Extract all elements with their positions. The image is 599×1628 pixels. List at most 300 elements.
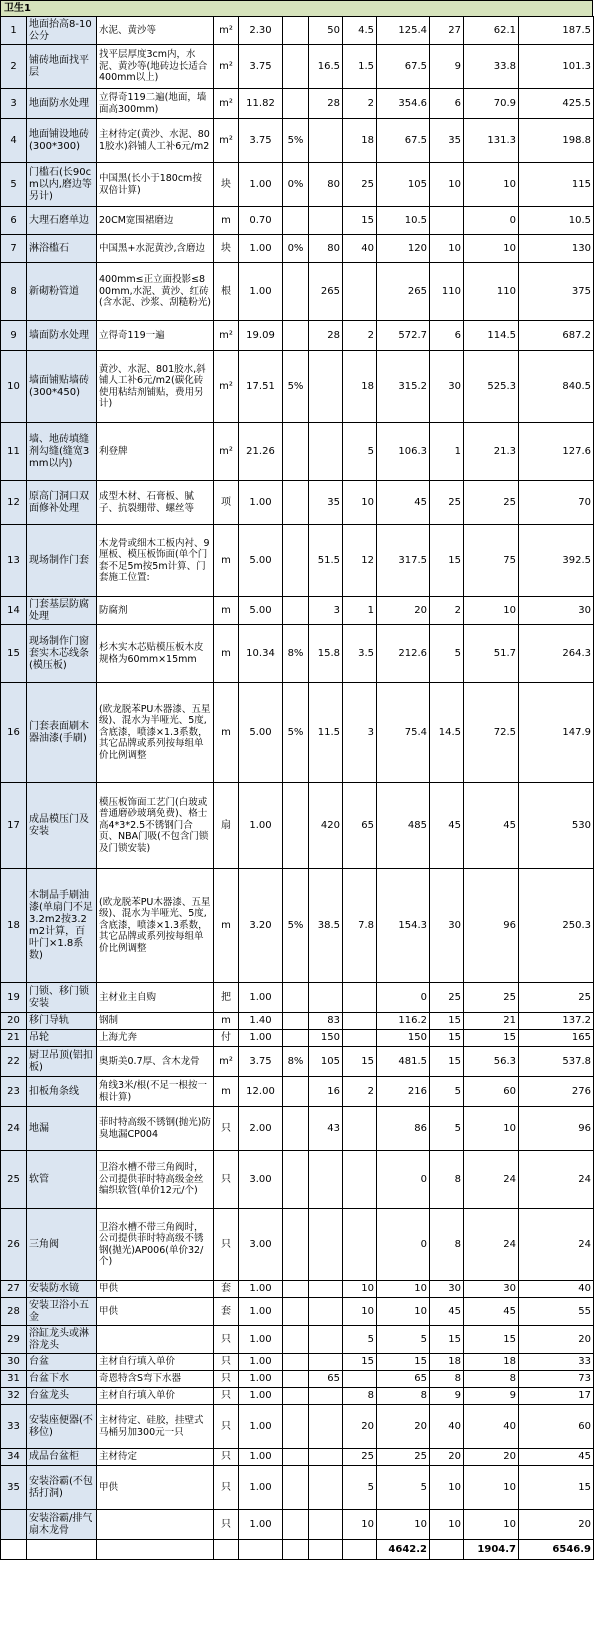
unit-cell[interactable]: 项 [214, 481, 239, 525]
item-name-cell[interactable]: 浴缸龙头或淋浴龙头 [27, 1326, 97, 1354]
material-price-cell[interactable] [309, 1209, 343, 1281]
row-number-cell[interactable]: 5 [1, 163, 27, 207]
material-price-cell[interactable] [309, 1298, 343, 1326]
labor-total-cell[interactable]: 33.8 [464, 45, 519, 89]
material-total-cell[interactable]: 20 [377, 597, 430, 625]
row-total-cell[interactable]: 115 [519, 163, 594, 207]
material-price-cell[interactable]: 16.5 [309, 45, 343, 89]
labor-price-cell[interactable]: 15 [343, 1047, 377, 1077]
blank-cell[interactable] [309, 1540, 343, 1560]
material-total-cell[interactable]: 5 [377, 1326, 430, 1354]
row-number-cell[interactable]: 16 [1, 683, 27, 783]
material-spec-cell[interactable]: 杉木实木芯贴模压板木皮规格为60mm×15mm [97, 625, 214, 683]
labor-price-cell[interactable]: 1 [343, 597, 377, 625]
labor-price-cell[interactable]: 10 [343, 1510, 377, 1540]
row-number-cell[interactable]: 15 [1, 625, 27, 683]
unit-cell[interactable]: m² [214, 17, 239, 45]
loss-rate-cell[interactable] [283, 263, 309, 321]
unit-cell[interactable]: m [214, 683, 239, 783]
item-name-cell[interactable]: 移门导轨 [27, 1013, 97, 1030]
loss-rate-cell[interactable] [283, 1151, 309, 1209]
loss-rate-cell[interactable]: 5% [283, 869, 309, 983]
row-number-cell[interactable]: 12 [1, 481, 27, 525]
row-number-cell[interactable]: 14 [1, 597, 27, 625]
unit-cell[interactable]: m² [214, 1047, 239, 1077]
labor-unit-cell[interactable]: 9 [430, 45, 464, 89]
row-number-cell[interactable]: 33 [1, 1405, 27, 1449]
labor-total-cell[interactable]: 96 [464, 869, 519, 983]
quantity-cell[interactable]: 5.00 [239, 597, 283, 625]
material-price-cell[interactable] [309, 1388, 343, 1405]
labor-unit-cell[interactable]: 9 [430, 1388, 464, 1405]
row-number-cell[interactable]: 21 [1, 1030, 27, 1047]
material-spec-cell[interactable]: 主材自行填入单价 [97, 1354, 214, 1371]
row-total-cell[interactable]: 687.2 [519, 321, 594, 351]
labor-total-cell[interactable]: 60 [464, 1077, 519, 1107]
labor-total-cell[interactable]: 0 [464, 207, 519, 235]
row-total-cell[interactable]: 10.5 [519, 207, 594, 235]
loss-rate-cell[interactable] [283, 89, 309, 119]
row-total-cell[interactable]: 375 [519, 263, 594, 321]
row-number-cell[interactable]: 8 [1, 263, 27, 321]
quantity-cell[interactable]: 1.00 [239, 1388, 283, 1405]
material-total-cell[interactable]: 20 [377, 1405, 430, 1449]
row-number-cell[interactable]: 25 [1, 1151, 27, 1209]
item-name-cell[interactable]: 安装浴霸/排气扇木龙骨 [27, 1510, 97, 1540]
loss-rate-cell[interactable]: 5% [283, 683, 309, 783]
row-total-cell[interactable]: 127.6 [519, 423, 594, 481]
material-total-cell[interactable]: 0 [377, 983, 430, 1013]
loss-rate-cell[interactable] [283, 321, 309, 351]
labor-total-cell[interactable]: 24 [464, 1209, 519, 1281]
material-spec-cell[interactable]: 模压板饰面工艺门(白玻或普通磨砂玻璃免费)、格士高4*3*2.5不锈钢门合页、NBA门吸(不包含门锁及门锁安装) [97, 783, 214, 869]
material-total-cell[interactable]: 10 [377, 1281, 430, 1298]
quantity-cell[interactable]: 3.00 [239, 1151, 283, 1209]
labor-unit-cell[interactable] [430, 207, 464, 235]
labor-total-cell[interactable]: 20 [464, 1449, 519, 1466]
material-spec-cell[interactable]: 主材自行填入单价 [97, 1388, 214, 1405]
row-total-cell[interactable]: 25 [519, 983, 594, 1013]
labor-unit-cell[interactable]: 110 [430, 263, 464, 321]
blank-cell[interactable] [27, 1540, 97, 1560]
row-number-cell[interactable]: 30 [1, 1354, 27, 1371]
labor-unit-cell[interactable]: 10 [430, 1510, 464, 1540]
material-price-cell[interactable]: 16 [309, 1077, 343, 1107]
labor-unit-cell[interactable]: 15 [430, 1326, 464, 1354]
material-spec-cell[interactable] [97, 1510, 214, 1540]
material-spec-cell[interactable]: 主材业主自购 [97, 983, 214, 1013]
material-price-cell[interactable]: 265 [309, 263, 343, 321]
loss-rate-cell[interactable] [283, 1388, 309, 1405]
labor-total-cell[interactable]: 70.9 [464, 89, 519, 119]
material-spec-cell[interactable]: (欧龙脱苯PU木器漆、五星级)、混水为半哑光、5度,含底漆，喷漆×1.3系数，其它品牌或系列按每组单价比例调整 [97, 683, 214, 783]
material-total-cell[interactable]: 0 [377, 1151, 430, 1209]
material-total-cell[interactable]: 317.5 [377, 525, 430, 597]
unit-cell[interactable]: m [214, 597, 239, 625]
row-total-cell[interactable]: 392.5 [519, 525, 594, 597]
row-total-cell[interactable]: 17 [519, 1388, 594, 1405]
labor-price-cell[interactable]: 2 [343, 89, 377, 119]
quantity-cell[interactable]: 3.75 [239, 119, 283, 163]
labor-price-cell[interactable] [343, 263, 377, 321]
loss-rate-cell[interactable]: 5% [283, 351, 309, 423]
loss-rate-cell[interactable] [283, 17, 309, 45]
blank-cell[interactable] [430, 1540, 464, 1560]
item-name-cell[interactable]: 墙面防水处理 [27, 321, 97, 351]
item-name-cell[interactable]: 墙、地砖填缝剂勾缝(缝宽3mm以内) [27, 423, 97, 481]
labor-price-cell[interactable] [343, 1107, 377, 1151]
row-total-cell[interactable]: 147.9 [519, 683, 594, 783]
material-price-cell[interactable]: 15.8 [309, 625, 343, 683]
row-total-cell[interactable]: 15 [519, 1466, 594, 1510]
row-number-cell[interactable]: 2 [1, 45, 27, 89]
material-spec-cell[interactable]: 400mm≤正立面投影≤800mm,水泥、黄沙、红砖(含水泥、沙浆、刮糙粉光) [97, 263, 214, 321]
material-spec-cell[interactable]: (欧龙脱苯PU木器漆、五星级)、混水为半哑光、5度,含底漆，喷漆×1.3系数，其它品牌或系列按每组单价比例调整 [97, 869, 214, 983]
blank-cell[interactable] [214, 1540, 239, 1560]
row-number-cell[interactable]: 7 [1, 235, 27, 263]
quantity-cell[interactable]: 11.82 [239, 89, 283, 119]
material-total-cell[interactable]: 154.3 [377, 869, 430, 983]
quantity-cell[interactable]: 1.00 [239, 1405, 283, 1449]
row-number-cell[interactable]: 29 [1, 1326, 27, 1354]
unit-cell[interactable]: m² [214, 89, 239, 119]
loss-rate-cell[interactable] [283, 1209, 309, 1281]
loss-rate-cell[interactable] [283, 1449, 309, 1466]
quantity-cell[interactable]: 1.00 [239, 1510, 283, 1540]
material-spec-cell[interactable]: 20CM宽围裙磨边 [97, 207, 214, 235]
item-name-cell[interactable]: 台盆 [27, 1354, 97, 1371]
loss-rate-cell[interactable]: 8% [283, 625, 309, 683]
loss-rate-cell[interactable]: 0% [283, 235, 309, 263]
material-price-cell[interactable]: 420 [309, 783, 343, 869]
item-name-cell[interactable]: 安装防水镜 [27, 1281, 97, 1298]
labor-price-cell[interactable]: 5 [343, 423, 377, 481]
labor-price-cell[interactable]: 3.5 [343, 625, 377, 683]
loss-rate-cell[interactable] [283, 1405, 309, 1449]
quantity-cell[interactable]: 2.00 [239, 1107, 283, 1151]
unit-cell[interactable]: 只 [214, 1371, 239, 1388]
material-price-cell[interactable]: 11.5 [309, 683, 343, 783]
material-spec-cell[interactable]: 水泥、黄沙等 [97, 17, 214, 45]
unit-cell[interactable]: m [214, 625, 239, 683]
unit-cell[interactable]: m² [214, 423, 239, 481]
row-total-cell[interactable]: 530 [519, 783, 594, 869]
loss-rate-cell[interactable] [283, 983, 309, 1013]
unit-cell[interactable]: 块 [214, 235, 239, 263]
labor-price-cell[interactable]: 10 [343, 1298, 377, 1326]
labor-price-cell[interactable]: 7.8 [343, 869, 377, 983]
labor-price-cell[interactable]: 4.5 [343, 17, 377, 45]
labor-total-total[interactable]: 1904.7 [464, 1540, 519, 1560]
quantity-cell[interactable]: 0.70 [239, 207, 283, 235]
material-price-cell[interactable] [309, 119, 343, 163]
labor-price-cell[interactable]: 18 [343, 119, 377, 163]
labor-unit-cell[interactable]: 35 [430, 119, 464, 163]
material-price-cell[interactable]: 51.5 [309, 525, 343, 597]
item-name-cell[interactable]: 软管 [27, 1151, 97, 1209]
loss-rate-cell[interactable] [283, 525, 309, 597]
labor-price-cell[interactable]: 1.5 [343, 45, 377, 89]
row-number-cell[interactable]: 24 [1, 1107, 27, 1151]
material-spec-cell[interactable]: 防腐剂 [97, 597, 214, 625]
material-total-cell[interactable]: 216 [377, 1077, 430, 1107]
item-name-cell[interactable]: 台盆龙头 [27, 1388, 97, 1405]
row-total-cell[interactable]: 165 [519, 1030, 594, 1047]
material-total-cell[interactable]: 75.4 [377, 683, 430, 783]
material-price-cell[interactable]: 28 [309, 89, 343, 119]
labor-unit-cell[interactable]: 20 [430, 1449, 464, 1466]
material-price-cell[interactable]: 80 [309, 163, 343, 207]
labor-price-cell[interactable]: 5 [343, 1326, 377, 1354]
labor-unit-cell[interactable]: 1 [430, 423, 464, 481]
material-total-cell[interactable]: 45 [377, 481, 430, 525]
quantity-cell[interactable]: 3.75 [239, 1047, 283, 1077]
row-number-cell[interactable]: 34 [1, 1449, 27, 1466]
labor-price-cell[interactable]: 3 [343, 683, 377, 783]
quantity-cell[interactable]: 3.75 [239, 45, 283, 89]
unit-cell[interactable]: 只 [214, 1388, 239, 1405]
material-total-cell[interactable]: 116.2 [377, 1013, 430, 1030]
material-price-cell[interactable] [309, 351, 343, 423]
material-spec-cell[interactable]: 奥斯美0.7厚、含木龙骨 [97, 1047, 214, 1077]
material-total-cell[interactable]: 106.3 [377, 423, 430, 481]
labor-price-cell[interactable] [343, 1030, 377, 1047]
row-total-cell[interactable]: 137.2 [519, 1013, 594, 1030]
item-name-cell[interactable]: 地面防水处理 [27, 89, 97, 119]
labor-total-cell[interactable]: 10 [464, 235, 519, 263]
labor-price-cell[interactable] [343, 1371, 377, 1388]
unit-cell[interactable]: 只 [214, 1326, 239, 1354]
row-total-cell[interactable]: 840.5 [519, 351, 594, 423]
labor-total-cell[interactable]: 9 [464, 1388, 519, 1405]
row-number-cell[interactable]: 9 [1, 321, 27, 351]
unit-cell[interactable]: 把 [214, 983, 239, 1013]
unit-cell[interactable]: 根 [214, 263, 239, 321]
unit-cell[interactable]: 只 [214, 1151, 239, 1209]
labor-total-cell[interactable]: 40 [464, 1405, 519, 1449]
row-number-cell[interactable] [1, 1510, 27, 1540]
loss-rate-cell[interactable] [283, 1298, 309, 1326]
unit-cell[interactable]: m² [214, 45, 239, 89]
unit-cell[interactable]: 只 [214, 1209, 239, 1281]
labor-total-cell[interactable]: 10 [464, 1466, 519, 1510]
row-number-cell[interactable]: 4 [1, 119, 27, 163]
labor-unit-cell[interactable]: 30 [430, 869, 464, 983]
material-spec-cell[interactable] [97, 1326, 214, 1354]
quantity-cell[interactable]: 19.09 [239, 321, 283, 351]
row-total-cell[interactable]: 20 [519, 1326, 594, 1354]
labor-unit-cell[interactable]: 45 [430, 1298, 464, 1326]
blank-cell[interactable] [1, 1540, 27, 1560]
quantity-cell[interactable]: 2.30 [239, 17, 283, 45]
material-spec-cell[interactable]: 奇恩特含S弯下水器 [97, 1371, 214, 1388]
labor-total-cell[interactable]: 10 [464, 1510, 519, 1540]
material-total-cell[interactable]: 481.5 [377, 1047, 430, 1077]
material-price-cell[interactable]: 28 [309, 321, 343, 351]
material-spec-cell[interactable]: 菲时特高级不锈钢(抛光)防臭地漏CP004 [97, 1107, 214, 1151]
labor-total-cell[interactable]: 10 [464, 1107, 519, 1151]
material-spec-cell[interactable]: 角线3米/根(不足一根按一根计算) [97, 1077, 214, 1107]
row-total-cell[interactable]: 276 [519, 1077, 594, 1107]
material-total-cell[interactable]: 10.5 [377, 207, 430, 235]
labor-unit-cell[interactable]: 10 [430, 1466, 464, 1510]
labor-price-cell[interactable] [343, 1209, 377, 1281]
loss-rate-cell[interactable] [283, 1077, 309, 1107]
labor-unit-cell[interactable]: 18 [430, 1354, 464, 1371]
item-name-cell[interactable]: 台盆下水 [27, 1371, 97, 1388]
quantity-cell[interactable]: 1.00 [239, 263, 283, 321]
row-number-cell[interactable]: 10 [1, 351, 27, 423]
quantity-cell[interactable]: 1.00 [239, 481, 283, 525]
material-price-cell[interactable]: 80 [309, 235, 343, 263]
quantity-cell[interactable]: 10.34 [239, 625, 283, 683]
row-total-cell[interactable]: 198.8 [519, 119, 594, 163]
item-name-cell[interactable]: 墙面铺贴墙砖(300*450) [27, 351, 97, 423]
row-number-cell[interactable]: 31 [1, 1371, 27, 1388]
quantity-cell[interactable]: 1.00 [239, 1326, 283, 1354]
labor-unit-cell[interactable]: 25 [430, 983, 464, 1013]
labor-unit-cell[interactable]: 40 [430, 1405, 464, 1449]
labor-total-cell[interactable]: 51.7 [464, 625, 519, 683]
unit-cell[interactable]: 套 [214, 1281, 239, 1298]
row-number-cell[interactable]: 35 [1, 1466, 27, 1510]
material-spec-cell[interactable]: 立得奇119二遍(地面，墙面高300mm) [97, 89, 214, 119]
material-price-cell[interactable]: 65 [309, 1371, 343, 1388]
row-total-cell[interactable]: 73 [519, 1371, 594, 1388]
material-price-cell[interactable] [309, 1281, 343, 1298]
labor-total-cell[interactable]: 10 [464, 597, 519, 625]
unit-cell[interactable]: 只 [214, 1466, 239, 1510]
row-total-cell[interactable]: 537.8 [519, 1047, 594, 1077]
row-total-cell[interactable]: 250.3 [519, 869, 594, 983]
loss-rate-cell[interactable] [283, 1013, 309, 1030]
labor-total-cell[interactable]: 10 [464, 163, 519, 207]
labor-total-cell[interactable]: 24 [464, 1151, 519, 1209]
quantity-cell[interactable]: 1.00 [239, 1030, 283, 1047]
row-number-cell[interactable]: 6 [1, 207, 27, 235]
labor-price-cell[interactable]: 18 [343, 351, 377, 423]
quantity-cell[interactable]: 1.00 [239, 1466, 283, 1510]
quantity-cell[interactable]: 3.00 [239, 1209, 283, 1281]
labor-unit-cell[interactable]: 5 [430, 625, 464, 683]
material-spec-cell[interactable]: 成型木材、石膏板、腻子、抗裂绷带、螺丝等 [97, 481, 214, 525]
loss-rate-cell[interactable] [283, 481, 309, 525]
material-spec-cell[interactable]: 中国黑(长小于180cm按双倍计算) [97, 163, 214, 207]
item-name-cell[interactable]: 新砌粉管道 [27, 263, 97, 321]
material-total-cell[interactable]: 125.4 [377, 17, 430, 45]
labor-total-cell[interactable]: 62.1 [464, 17, 519, 45]
material-spec-cell[interactable]: 主材待定 [97, 1449, 214, 1466]
material-total-cell[interactable]: 86 [377, 1107, 430, 1151]
quantity-cell[interactable]: 1.00 [239, 1298, 283, 1326]
material-price-cell[interactable]: 150 [309, 1030, 343, 1047]
material-price-cell[interactable]: 83 [309, 1013, 343, 1030]
unit-cell[interactable]: 只 [214, 1449, 239, 1466]
material-total-cell[interactable]: 25 [377, 1449, 430, 1466]
labor-price-cell[interactable]: 5 [343, 1466, 377, 1510]
loss-rate-cell[interactable] [283, 783, 309, 869]
row-number-cell[interactable]: 1 [1, 17, 27, 45]
labor-total-cell[interactable]: 56.3 [464, 1047, 519, 1077]
material-total-cell[interactable]: 0 [377, 1209, 430, 1281]
labor-price-cell[interactable]: 65 [343, 783, 377, 869]
labor-unit-cell[interactable]: 10 [430, 163, 464, 207]
unit-cell[interactable]: 只 [214, 1354, 239, 1371]
loss-rate-cell[interactable] [283, 1281, 309, 1298]
material-spec-cell[interactable]: 甲供 [97, 1298, 214, 1326]
item-name-cell[interactable]: 现场制作门窗套实木芯线条(模压板) [27, 625, 97, 683]
item-name-cell[interactable]: 大理石磨单边 [27, 207, 97, 235]
row-total-cell[interactable]: 45 [519, 1449, 594, 1466]
labor-total-cell[interactable]: 8 [464, 1371, 519, 1388]
material-spec-cell[interactable]: 木龙骨或细木工板内衬、9厘板、模压板饰面(单个门套不足5m按5m计算、门套施工位置: [97, 525, 214, 597]
row-total-cell[interactable]: 264.3 [519, 625, 594, 683]
material-total-cell[interactable]: 354.6 [377, 89, 430, 119]
labor-unit-cell[interactable]: 6 [430, 321, 464, 351]
blank-cell[interactable] [283, 1540, 309, 1560]
labor-unit-cell[interactable]: 14.5 [430, 683, 464, 783]
loss-rate-cell[interactable]: 8% [283, 1047, 309, 1077]
loss-rate-cell[interactable] [283, 1354, 309, 1371]
unit-cell[interactable]: m [214, 1013, 239, 1030]
item-name-cell[interactable]: 安装浴霸(不包括打洞) [27, 1466, 97, 1510]
labor-unit-cell[interactable]: 10 [430, 235, 464, 263]
labor-total-cell[interactable]: 75 [464, 525, 519, 597]
loss-rate-cell[interactable] [283, 1030, 309, 1047]
row-number-cell[interactable]: 11 [1, 423, 27, 481]
labor-price-cell[interactable]: 2 [343, 321, 377, 351]
unit-cell[interactable]: m² [214, 351, 239, 423]
item-name-cell[interactable]: 安装座便器(不移位) [27, 1405, 97, 1449]
material-price-cell[interactable] [309, 1466, 343, 1510]
material-spec-cell[interactable]: 甲供 [97, 1466, 214, 1510]
labor-total-cell[interactable]: 21 [464, 1013, 519, 1030]
loss-rate-cell[interactable] [283, 207, 309, 235]
unit-cell[interactable]: m² [214, 119, 239, 163]
quantity-cell[interactable]: 17.51 [239, 351, 283, 423]
quantity-cell[interactable]: 12.00 [239, 1077, 283, 1107]
loss-rate-cell[interactable] [283, 1107, 309, 1151]
unit-cell[interactable]: 只 [214, 1510, 239, 1540]
material-price-cell[interactable]: 3 [309, 597, 343, 625]
row-total-cell[interactable]: 30 [519, 597, 594, 625]
labor-total-cell[interactable]: 21.3 [464, 423, 519, 481]
row-number-cell[interactable]: 23 [1, 1077, 27, 1107]
labor-total-cell[interactable]: 114.5 [464, 321, 519, 351]
row-total-cell[interactable]: 101.3 [519, 45, 594, 89]
material-total-cell[interactable]: 105 [377, 163, 430, 207]
blank-cell[interactable] [97, 1540, 214, 1560]
labor-price-cell[interactable] [343, 983, 377, 1013]
material-total-cell[interactable]: 8 [377, 1388, 430, 1405]
material-price-cell[interactable] [309, 983, 343, 1013]
loss-rate-cell[interactable]: 0% [283, 163, 309, 207]
labor-price-cell[interactable]: 2 [343, 1077, 377, 1107]
labor-unit-cell[interactable]: 15 [430, 1047, 464, 1077]
labor-unit-cell[interactable]: 2 [430, 597, 464, 625]
labor-total-cell[interactable]: 25 [464, 983, 519, 1013]
unit-cell[interactable]: 只 [214, 1107, 239, 1151]
material-total-cell[interactable]: 10 [377, 1510, 430, 1540]
row-total-cell[interactable]: 425.5 [519, 89, 594, 119]
loss-rate-cell[interactable] [283, 597, 309, 625]
loss-rate-cell[interactable] [283, 423, 309, 481]
labor-price-cell[interactable]: 40 [343, 235, 377, 263]
row-number-cell[interactable]: 26 [1, 1209, 27, 1281]
labor-unit-cell[interactable]: 15 [430, 1030, 464, 1047]
quantity-cell[interactable]: 1.00 [239, 783, 283, 869]
labor-total-cell[interactable]: 72.5 [464, 683, 519, 783]
